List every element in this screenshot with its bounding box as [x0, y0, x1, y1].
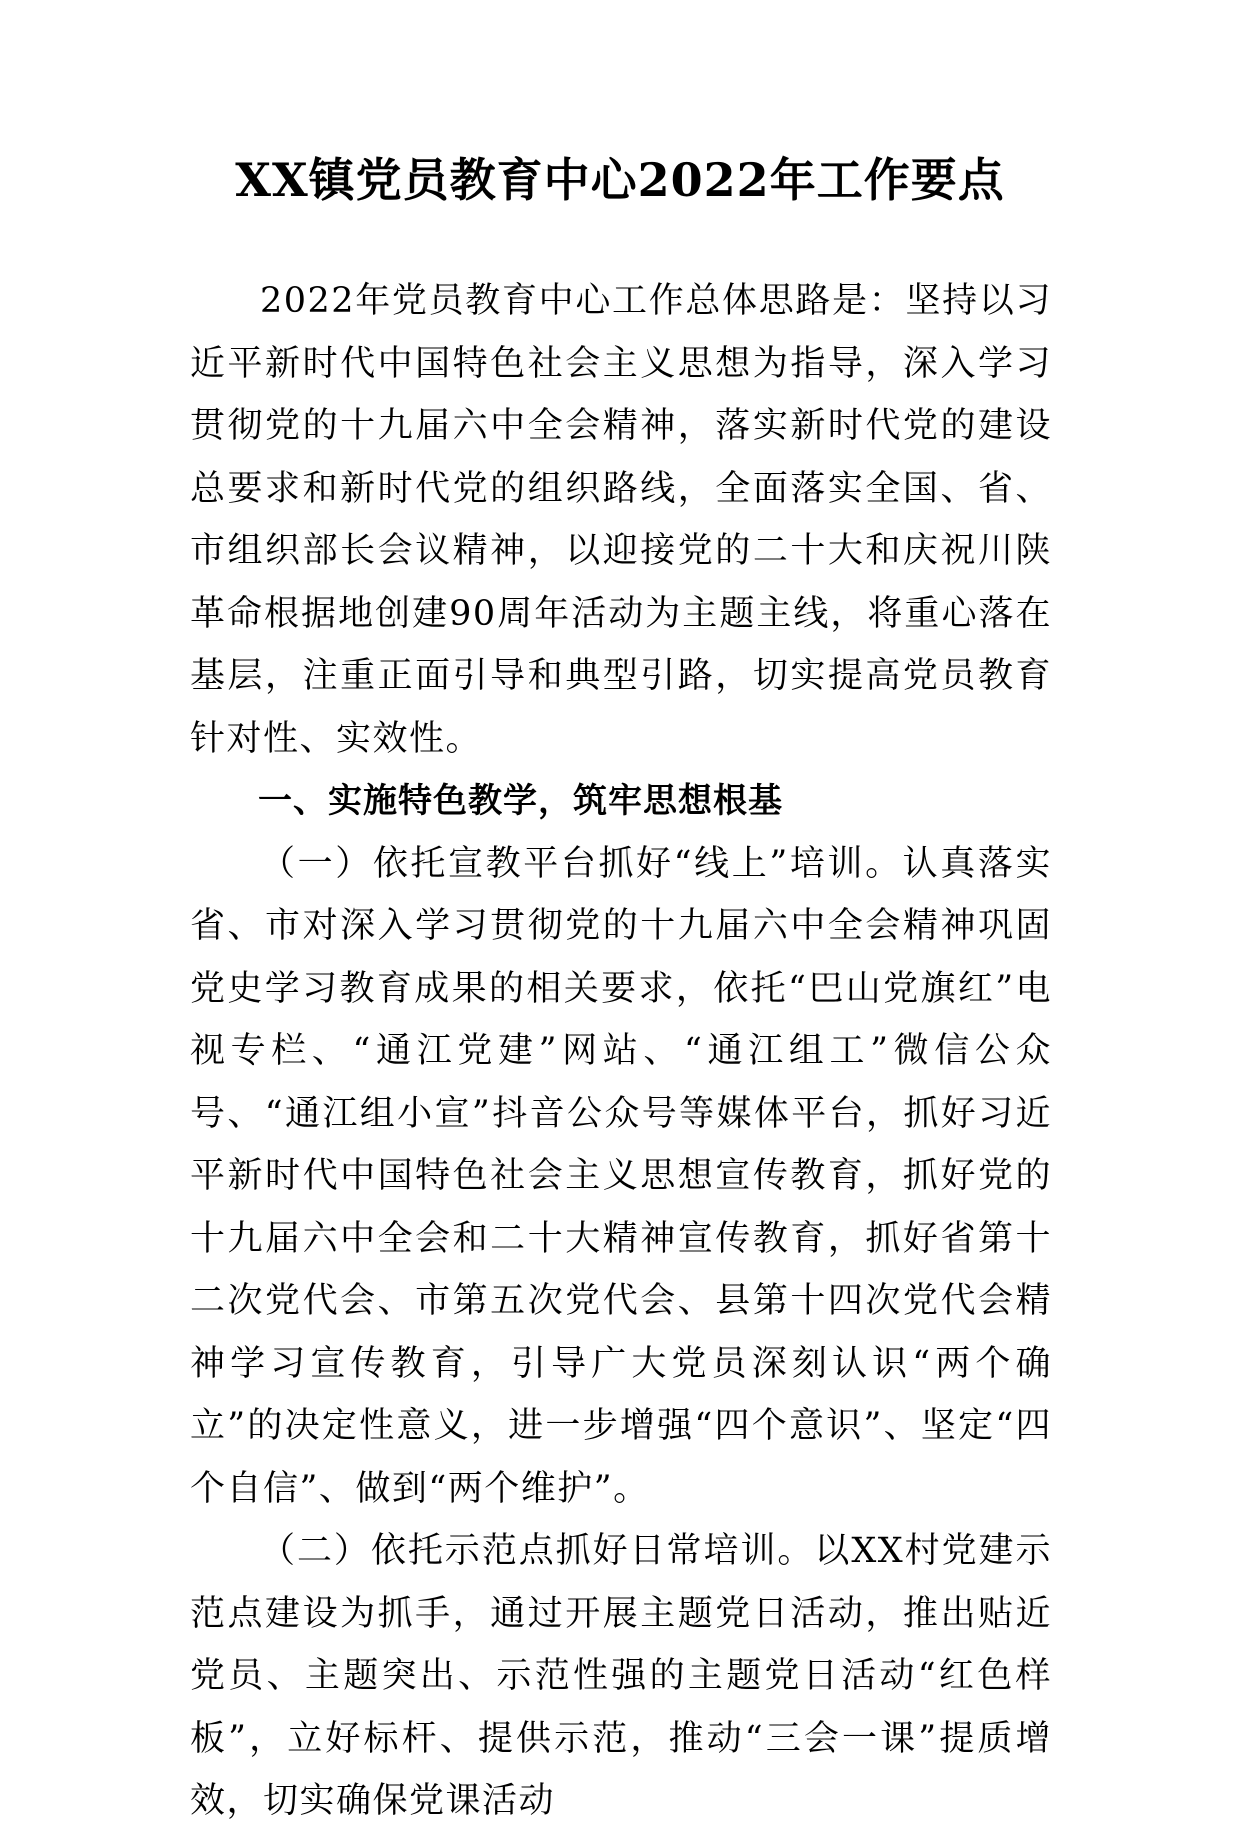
document-title: XX镇党员教育中心2022年工作要点 [235, 153, 1005, 207]
section-1-item-2: （二）依托示范点抓好日常培训。以XX村党建示范点建设为抓手，通过开展主题党日活动，推出贴近党员、主题突出、示范性强的主题党日活动“红色样板”，立好标杆、提供示范，推动“三会一课”提质增效，切实确保党课活动 [190, 1531, 1052, 1821]
intro-paragraph: 2022年党员教育中心工作总体思路是：坚持以习近平新时代中国特色社会主义思想为指导，深入学习贯彻党的十九届六中全会精神，落实新时代党的建设总要求和新时代党的组织路线，全面落实全国、省、市组织部长会议精神，以迎接党的二十大和庆祝川陕革命根据地创建90周年活动为主题主线，将重心落在基层，注重正面引导和典型引路，切实提高党员教育针对性、实效性。 [190, 281, 1052, 759]
section-heading-1: 一、实施特色教学，筑牢思想根基 [258, 781, 783, 821]
document-body [190, 270, 1052, 1833]
section-1-item-1: （一）依托宣教平台抓好“线上”培训。认真落实省、市对深入学习贯彻党的十九届六中全会精神巩固党史学习教育成果的相关要求，依托“巴山党旗红”电视专栏、“通江党建”网站、“通江组工”微信公众号、“通江组小宣”抖音公众号等媒体平台，抓好习近平新时代中国特色社会主义思想宣传教育，抓好党的十九届六中全会和二十大精神宣传教育，抓好省第十二次党代会、市第五次党代会、县第十四次党代会精神学习宣传教育，引导广大党员深刻认识“两个确立”的决定性意义，进一步增强“四个意识”、坚定“四个自信”、做到“两个维护”。 [190, 843, 1052, 1509]
